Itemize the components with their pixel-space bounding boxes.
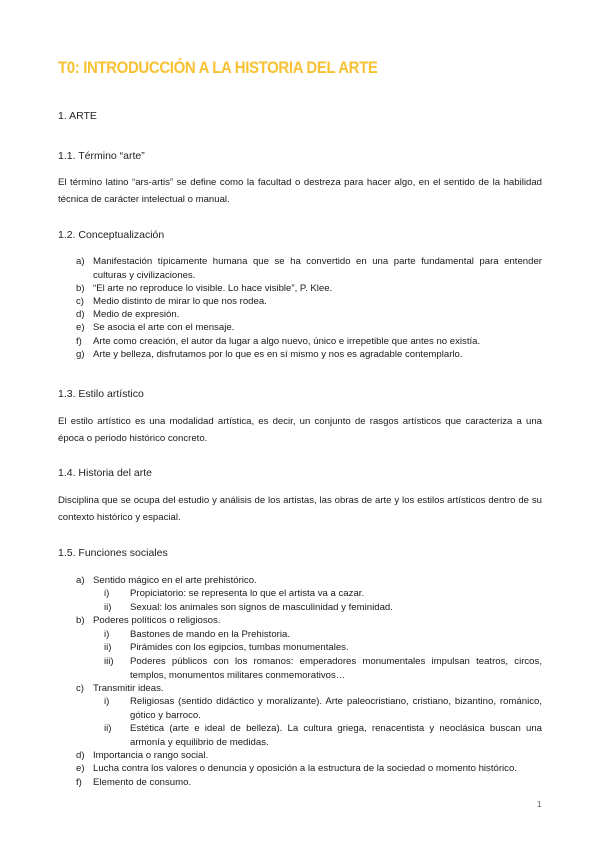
list-item-text: Pirámides con los egipcios, tumbas monumentales. — [130, 642, 349, 653]
list-marker: a) — [76, 575, 85, 586]
section-heading-conceptualizacion: 1.2. Conceptualización — [58, 229, 165, 241]
list-item-text: Manifestación típicamente humana que se ha convertido en una parte fundamental para entender culturas y civilizaciones. — [93, 256, 542, 281]
paragraph-historia: Disciplina que se ocupa del estudio y análisis de los artistas, las obras de arte y los estilos artísticos dentro de su contexto histórico y espacial. — [58, 495, 542, 523]
list-item-text: Estética (arte e ideal de belleza). La cultura griega, renacentista y neoclásica buscan una armonía y equilibrio de medidas. — [130, 723, 542, 748]
list-item-text: Arte y belleza, disfrutamos por lo que es en sí mismo y nos es agradable contemplarlo. — [93, 349, 463, 360]
list-marker: c) — [76, 296, 84, 307]
list-item-text: Sentido mágico en el arte prehistórico. — [93, 575, 257, 586]
list-marker: e) — [76, 763, 85, 774]
list-marker: b) — [76, 615, 85, 626]
section-heading-historia: 1.4. Historia del arte — [58, 467, 152, 479]
list-marker: ii) — [104, 642, 112, 653]
page-number: 1 — [537, 800, 542, 809]
list-marker: ii) — [104, 602, 112, 613]
list-marker: ii) — [104, 723, 112, 734]
list-item-text: Medio distinto de mirar lo que nos rodea. — [93, 296, 267, 307]
list-marker: f) — [76, 777, 82, 788]
list-marker: g) — [76, 349, 85, 360]
list-item-text: Bastones de mando en la Prehistoria. — [130, 629, 290, 640]
paragraph-estilo: El estilo artístico es una modalidad artística, es decir, un conjunto de rasgos artísticos que caracteriza a una época o periodo histórico concreto. — [58, 416, 542, 444]
section-heading-funciones: 1.5. Funciones sociales — [58, 547, 168, 559]
list-marker: iii) — [104, 656, 114, 667]
list-marker: c) — [76, 683, 84, 694]
list-marker: f) — [76, 336, 82, 347]
list-item-text: Arte como creación, el autor da lugar a algo nuevo, único e irrepetible que antes no existía. — [93, 336, 481, 347]
section-heading-arte: 1. ARTE — [58, 110, 97, 122]
list-marker: i) — [104, 696, 110, 707]
list-item-text: Medio de expresión. — [93, 309, 180, 320]
section-heading-estilo: 1.3. Estilo artístico — [58, 388, 144, 400]
list-item-text: Sexual: los animales son signos de masculinidad y feminidad. — [130, 602, 393, 613]
paragraph-termino: El término latino “ars-artis” se define como la facultad o destreza para hacer algo, en el sentido de la habilidad técnica de carácter intelectual o manual. — [58, 177, 542, 205]
list-marker: e) — [76, 322, 85, 333]
list-item-text: Poderes públicos con los romanos: emperadores monumentales impulsan teatros, circos, templos, monumentos militares conmemorativos… — [130, 656, 542, 681]
list-item-text: “El arte no reproduce lo visible. Lo hace visible”, P. Klee. — [93, 283, 333, 294]
section-heading-termino: 1.1. Término “arte” — [58, 150, 145, 162]
page-title: T0: INTRODUCCIÓN A LA HISTORIA DEL ARTE — [58, 58, 378, 77]
list-item-text: Elemento de consumo. — [93, 777, 192, 788]
list-marker: a) — [76, 256, 85, 267]
list-item-text: Lucha contra los valores o denuncia y oposición a la estructura de la sociedad o momento histórico. — [93, 763, 517, 774]
list-marker: d) — [76, 309, 85, 320]
list-item-text: Propiciatorio: se representa lo que el artista va a cazar. — [130, 588, 365, 599]
list-item-text: Religiosas (sentido didáctico y moralizante). Arte paleocristiano, cristiano, bizantino, románico, gótico y barroco. — [130, 696, 542, 721]
list-marker: i) — [104, 629, 110, 640]
list-marker: i) — [104, 588, 110, 599]
list-item-text: Importancia o rango social. — [93, 750, 209, 761]
list-item-text: Se asocia el arte con el mensaje. — [93, 322, 235, 333]
list-item-text: Transmitir ideas. — [93, 683, 164, 694]
list-item-text: Poderes políticos o religiosos. — [93, 615, 221, 626]
list-marker: b) — [76, 283, 85, 294]
list-marker: d) — [76, 750, 85, 761]
